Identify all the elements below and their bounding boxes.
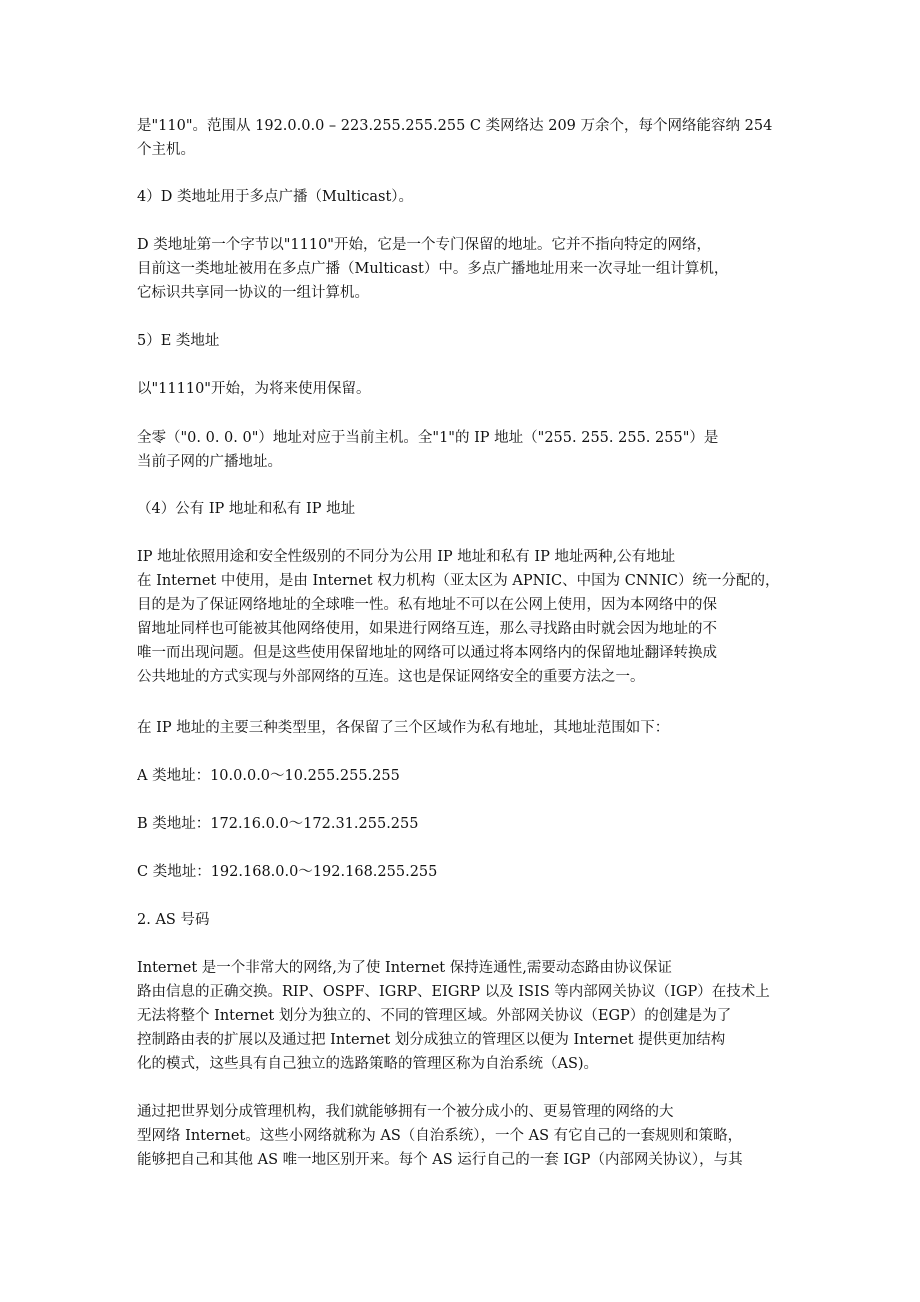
text-line: 当前子网的广播地址。 [137,454,282,470]
text-line: 型网络 Internet。这些小网络就称为 AS（自治系统），一个 AS 有它自己的一套规则和策略， [137,1128,743,1144]
text-line: 以"11110"开始，为将来使用保留。 [137,381,371,397]
text-line: 控制路由表的扩展以及通过把 Internet 划分成独立的管理区以便为 Internet 提供更加结构 [137,1032,726,1048]
paragraph-class-e-heading [137,329,787,353]
text-line: （4）公有 IP 地址和私有 IP 地址 [137,501,356,517]
text-line: 2. AS 号码 [137,912,210,928]
text-line: 是"110"。范围从 192.0.0.0 – 223.255.255.255 C 类网络达 209 万余个，每个网络能容纳 254 [137,118,773,134]
text-line: 个主机。 [137,142,195,158]
paragraph-class-d-description [137,233,787,305]
paragraph-special-addresses [137,426,787,474]
text-line: Internet 是一个非常大的网络,为了使 Internet 保持连通性,需要动态路由协议保证 [137,960,672,976]
paragraph-as-details [137,1100,787,1172]
paragraph-class-d-heading [137,185,787,209]
text-line: 通过把世界划分成管理机构，我们就能够拥有一个被分成小的、更易管理的网络的大 [137,1104,674,1120]
text-line: 唯一而出现问题。但是这些使用保留地址的网络可以通过将本网络内的保留地址翻译转换成 [137,645,717,661]
private-range-class-a [137,764,787,788]
text-line: 无法将整个 Internet 划分为独立的、不同的管理区域。外部网关协议（EGP）的创建是为了 [137,1008,732,1024]
text-line: B 类地址：172.16.0.0～172.31.255.255 [137,816,419,832]
paragraph-public-private [137,545,787,689]
text-line: A 类地址：10.0.0.0～10.255.255.255 [137,768,400,784]
paragraph-as-intro [137,956,787,1076]
text-line: 全零（"0. 0. 0. 0"）地址对应于当前主机。全"1"的 IP 地址（"255. 255. 255. 255"）是 [137,430,719,446]
private-range-class-c [137,860,787,884]
text-line: 化的模式，这些具有自己独立的选路策略的管理区称为自治系统（AS)。 [137,1056,599,1072]
text-line: 在 Internet 中使用，是由 Internet 权力机构（亚太区为 APNIC、中国为 CNNIC）统一分配的， [137,573,780,589]
text-line: 能够把自己和其他 AS 唯一地区别开来。每个 AS 运行自己的一套 IGP（内部网关协议），与其 [137,1152,743,1168]
text-line: 公共地址的方式实现与外部网络的互连。这也是保证网络安全的重要方法之一。 [137,669,645,685]
private-range-class-b [137,812,787,836]
text-line: 它标识共享同一协议的一组计算机。 [137,285,369,301]
text-line: 留地址同样也可能被其他网络使用，如果进行网络互连，那么寻找路由时就会因为地址的不 [137,621,717,637]
text-line: 目前这一类地址被用在多点广播（Multicast）中。多点广播地址用来一次寻址一组计算机， [137,261,729,277]
text-line: IP 地址依照用途和安全性级别的不同分为公用 IP 地址和私有 IP 地址两种,公有地址 [137,549,676,565]
text-line: 在 IP 地址的主要三种类型里，各保留了三个区域作为私有地址，其地址范围如下： [137,720,670,736]
section-heading-as-number [137,908,787,932]
text-line: 5）E 类地址 [137,333,220,349]
paragraph-class-c-range [137,114,787,162]
paragraph-private-ranges-intro [137,716,787,740]
text-line: 目的是为了保证网络地址的全球唯一性。私有地址不可以在公网上使用，因为本网络中的保 [137,597,717,613]
paragraph-class-e-description [137,377,787,401]
text-line: D 类地址第一个字节以"1110"开始，它是一个专门保留的地址。它并不指向特定的网络， [137,237,711,253]
section-heading-public-private [137,497,787,521]
text-line: 路由信息的正确交换。RIP、OSPF、IGRP、EIGRP 以及 ISIS 等内部网关协议（IGP）在技术上 [137,984,770,1000]
text-line: 4）D 类地址用于多点广播（Multicast）。 [137,189,414,205]
text-line: C 类地址：192.168.0.0～192.168.255.255 [137,864,438,880]
